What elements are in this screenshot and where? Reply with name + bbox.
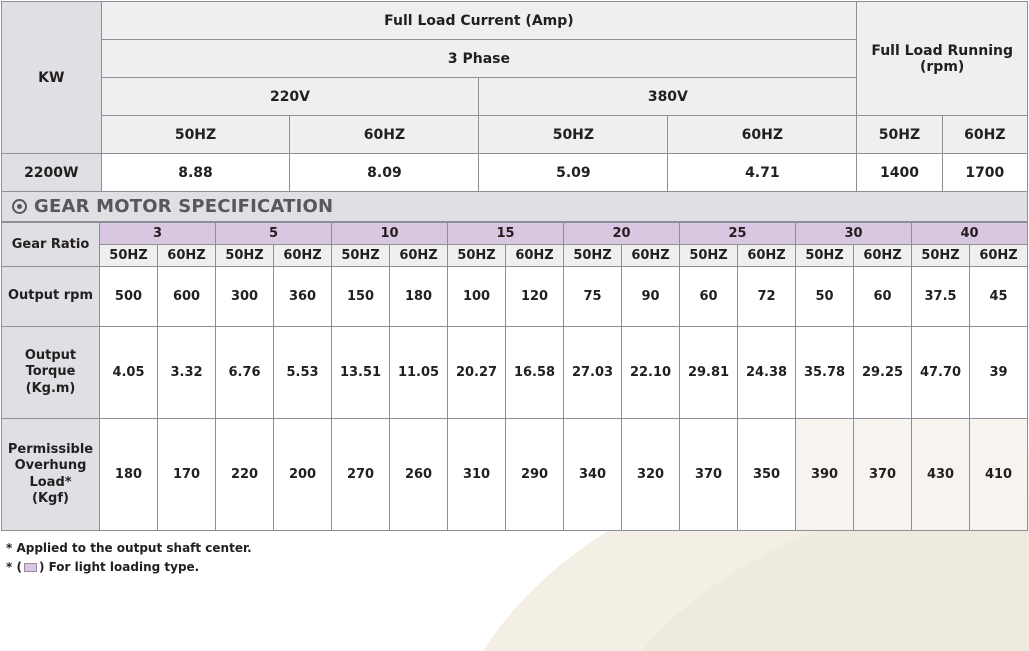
output-torque-5-50: 6.76 <box>216 327 274 419</box>
gear-ratio-3: 3 <box>100 223 216 245</box>
current-380-60: 4.71 <box>668 154 857 192</box>
voltage-header-380: 380V <box>479 78 857 116</box>
output-rpm-25-50: 60 <box>680 267 738 327</box>
hz-5-50: 50HZ <box>216 245 274 267</box>
footnote-2 <box>6 558 1029 577</box>
table-row <box>2 245 1028 267</box>
hz-20-60: 60HZ <box>622 245 680 267</box>
overhung-load-5-60: 200 <box>274 419 332 531</box>
hz-40-60: 60HZ <box>970 245 1028 267</box>
freq-header-380-60: 60HZ <box>668 116 857 154</box>
output-rpm-20-60: 90 <box>622 267 680 327</box>
hz-3-50: 50HZ <box>100 245 158 267</box>
overhung-load-30-50: 390 <box>796 419 854 531</box>
output-rpm-20-50: 75 <box>564 267 622 327</box>
output-torque-40-50: 47.70 <box>912 327 970 419</box>
table-row <box>2 267 1028 327</box>
output-rpm-15-60: 120 <box>506 267 564 327</box>
gear-ratio-40: 40 <box>912 223 1028 245</box>
output-torque-label-line1: Output Torque <box>24 348 77 380</box>
overhung-load-3-50: 180 <box>100 419 158 531</box>
output-torque-20-50: 27.03 <box>564 327 622 419</box>
content-area <box>0 1 1029 576</box>
output-rpm-30-50: 50 <box>796 267 854 327</box>
overhung-load-5-50: 220 <box>216 419 274 531</box>
output-torque-25-50: 29.81 <box>680 327 738 419</box>
output-torque-15-50: 20.27 <box>448 327 506 419</box>
kw-value: 2200W <box>2 154 102 192</box>
table-row <box>2 2 1028 40</box>
hz-30-50: 50HZ <box>796 245 854 267</box>
gear-ratio-10: 10 <box>332 223 448 245</box>
freq-header-rpm-50: 50HZ <box>857 116 942 154</box>
section-title: GEAR MOTOR SPECIFICATION <box>34 196 334 217</box>
hz-25-50: 50HZ <box>680 245 738 267</box>
rpm-50: 1400 <box>857 154 942 192</box>
table-row <box>2 327 1028 419</box>
output-rpm-15-50: 100 <box>448 267 506 327</box>
table-row <box>2 154 1028 192</box>
output-rpm-40-50: 37.5 <box>912 267 970 327</box>
output-torque-15-60: 16.58 <box>506 327 564 419</box>
overhung-load-25-50: 370 <box>680 419 738 531</box>
gear-motor-specification-table <box>1 222 1028 531</box>
spec-sheet-page <box>0 1 1029 651</box>
overhung-load-25-60: 350 <box>738 419 796 531</box>
freq-header-220-50: 50HZ <box>101 116 290 154</box>
freq-header-380-50: 50HZ <box>479 116 668 154</box>
output-torque-30-60: 29.25 <box>854 327 912 419</box>
full-load-current-header: Full Load Current (Amp) <box>101 2 857 40</box>
output-torque-3-50: 4.05 <box>100 327 158 419</box>
output-rpm-3-60: 600 <box>158 267 216 327</box>
output-torque-40-60: 39 <box>970 327 1028 419</box>
overhung-load-40-50: 430 <box>912 419 970 531</box>
overhung-load-label-line1: Permissible <box>7 442 94 457</box>
output-torque-label <box>2 327 100 419</box>
overhung-load-label-line3: (Kgf) <box>32 490 69 506</box>
overhung-load-label-line2: Overhung Load* <box>14 458 87 490</box>
footnotes <box>6 539 1029 576</box>
freq-header-220-60: 60HZ <box>290 116 479 154</box>
overhung-load-20-50: 340 <box>564 419 622 531</box>
output-torque-3-60: 3.32 <box>158 327 216 419</box>
full-load-current-table <box>1 1 1028 192</box>
hz-15-50: 50HZ <box>448 245 506 267</box>
light-loading-color-swatch <box>24 563 37 572</box>
gear-ratio-label: Gear Ratio <box>2 223 100 267</box>
current-380-50: 5.09 <box>479 154 668 192</box>
gear-motor-specification-bar <box>1 192 1028 222</box>
table-row <box>2 223 1028 245</box>
circle-dot-icon <box>12 199 27 214</box>
footnote-2-prefix: * ( <box>6 559 22 574</box>
hz-30-60: 60HZ <box>854 245 912 267</box>
output-rpm-label: Output rpm <box>2 267 100 327</box>
overhung-load-20-60: 320 <box>622 419 680 531</box>
output-rpm-10-60: 180 <box>390 267 448 327</box>
output-torque-10-50: 13.51 <box>332 327 390 419</box>
footnote-1: * Applied to the output shaft center. <box>6 541 252 555</box>
phase-header: 3 Phase <box>101 40 857 78</box>
hz-3-60: 60HZ <box>158 245 216 267</box>
hz-10-60: 60HZ <box>390 245 448 267</box>
overhung-load-10-60: 260 <box>390 419 448 531</box>
output-torque-5-60: 5.53 <box>274 327 332 419</box>
output-torque-10-60: 11.05 <box>390 327 448 419</box>
output-torque-25-60: 24.38 <box>738 327 796 419</box>
gear-ratio-20: 20 <box>564 223 680 245</box>
current-220-50: 8.88 <box>101 154 290 192</box>
table-row <box>2 116 1028 154</box>
footnote-2-suffix: ) For light loading type. <box>38 559 200 574</box>
gear-ratio-30: 30 <box>796 223 912 245</box>
full-load-running-header: Full Load Running (rpm) <box>857 2 1028 116</box>
output-rpm-10-50: 150 <box>332 267 390 327</box>
output-rpm-3-50: 500 <box>100 267 158 327</box>
voltage-header-220: 220V <box>101 78 479 116</box>
freq-header-rpm-60: 60HZ <box>942 116 1027 154</box>
overhung-load-30-60: 370 <box>854 419 912 531</box>
output-rpm-30-60: 60 <box>854 267 912 327</box>
overhung-load-label <box>2 419 100 531</box>
hz-5-60: 60HZ <box>274 245 332 267</box>
rpm-60: 1700 <box>942 154 1027 192</box>
overhung-load-15-50: 310 <box>448 419 506 531</box>
overhung-load-15-60: 290 <box>506 419 564 531</box>
output-rpm-40-60: 45 <box>970 267 1028 327</box>
overhung-load-10-50: 270 <box>332 419 390 531</box>
hz-15-60: 60HZ <box>506 245 564 267</box>
output-torque-label-line2: (Kg.m) <box>25 380 76 396</box>
overhung-load-40-60: 410 <box>970 419 1028 531</box>
hz-10-50: 50HZ <box>332 245 390 267</box>
gear-ratio-25: 25 <box>680 223 796 245</box>
hz-20-50: 50HZ <box>564 245 622 267</box>
table-row <box>2 419 1028 531</box>
output-rpm-5-50: 300 <box>216 267 274 327</box>
kw-header: KW <box>2 2 102 154</box>
current-220-60: 8.09 <box>290 154 479 192</box>
output-torque-30-50: 35.78 <box>796 327 854 419</box>
output-torque-20-60: 22.10 <box>622 327 680 419</box>
output-rpm-5-60: 360 <box>274 267 332 327</box>
hz-40-50: 50HZ <box>912 245 970 267</box>
hz-25-60: 60HZ <box>738 245 796 267</box>
gear-ratio-15: 15 <box>448 223 564 245</box>
overhung-load-3-60: 170 <box>158 419 216 531</box>
output-rpm-25-60: 72 <box>738 267 796 327</box>
gear-ratio-5: 5 <box>216 223 332 245</box>
